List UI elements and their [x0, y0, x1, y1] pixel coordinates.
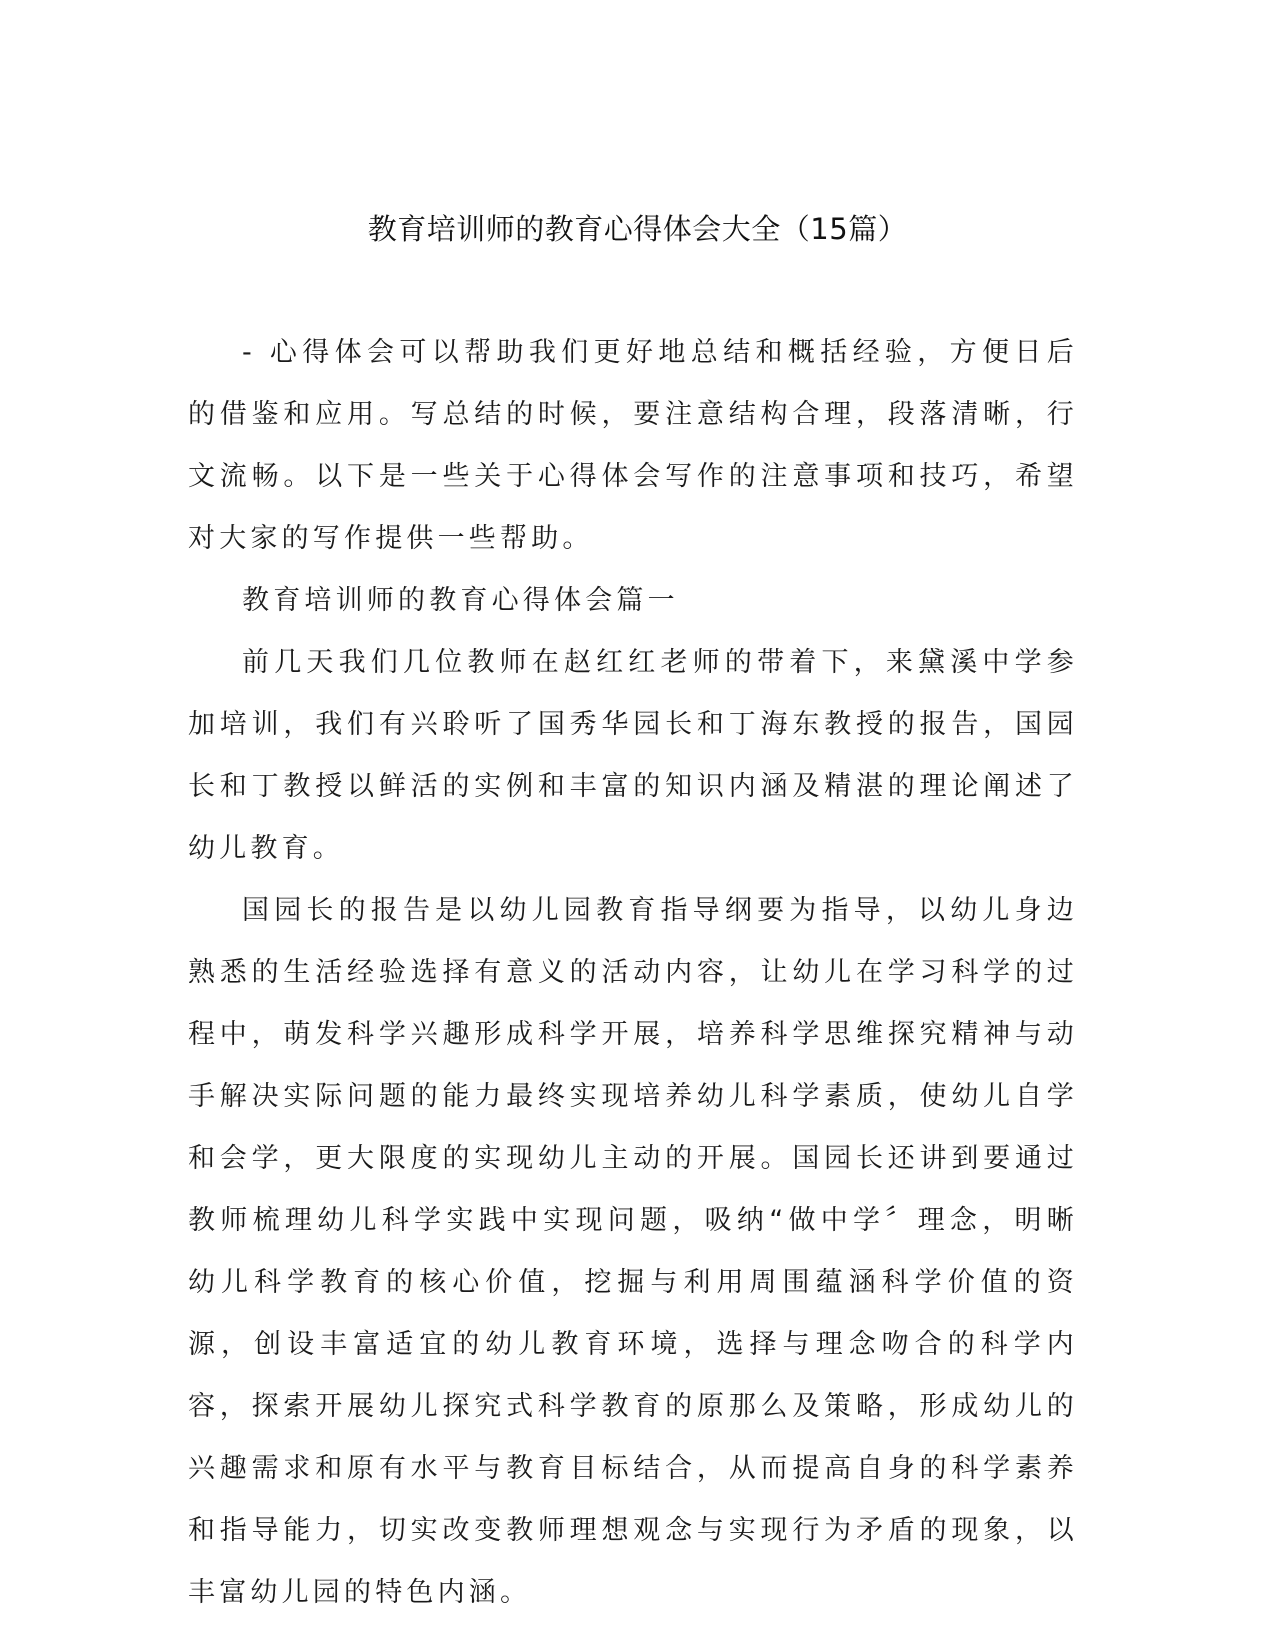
- body-paragraph: 前几天我们几位教师在赵红红老师的带着下，来黛溪中学参加培训，我们有兴聆听了国秀华园长和丁海东教授的报告，国园长和丁教授以鲜活的实例和丰富的知识内涵及精湛的理论阐述了幼儿教育。: [188, 647, 1078, 864]
- section-heading: 教育培训师的教育心得体会篇一: [242, 585, 679, 616]
- intro-paragraph: - 心得体会可以帮助我们更好地总结和概括经验，方便日后的借鉴和应用。写总结的时候，要注意结构合理，段落清晰，行文流畅。以下是一些关于心得体会写作的注意事项和技巧，希望对大家的写作提供一些帮助。: [188, 337, 1078, 554]
- document-body: [188, 322, 1078, 1624]
- body-paragraph: 国园长的报告是以幼儿园教育指导纲要为指导，以幼儿身边熟悉的生活经验选择有意义的活动内容，让幼儿在学习科学的过程中，萌发科学兴趣形成科学开展，培养科学思维探究精神与动手解决实际问题的能力最终实现培养幼儿科学素质，使幼儿自学和会学，更大限度的实现幼儿主动的开展。国园长还讲到要通过教师梳理幼儿科学实践中实现问题，吸纳“做中学〞理念，明晰幼儿科学教育的核心价值，挖掘与利用周围蕴涵科学价值的资源，创设丰富适宜的幼儿教育环境，选择与理念吻合的科学内容，探索开展幼儿探究式科学教育的原那么及策略，形成幼儿的兴趣需求和原有水平与教育目标结合，从而提高自身的科学素养和指导能力，切实改变教师理想观念与实现行为矛盾的现象，以丰富幼儿园的特色内涵。: [188, 895, 1078, 1608]
- document-title: 教育培训师的教育心得体会大全（15篇）: [367, 212, 908, 246]
